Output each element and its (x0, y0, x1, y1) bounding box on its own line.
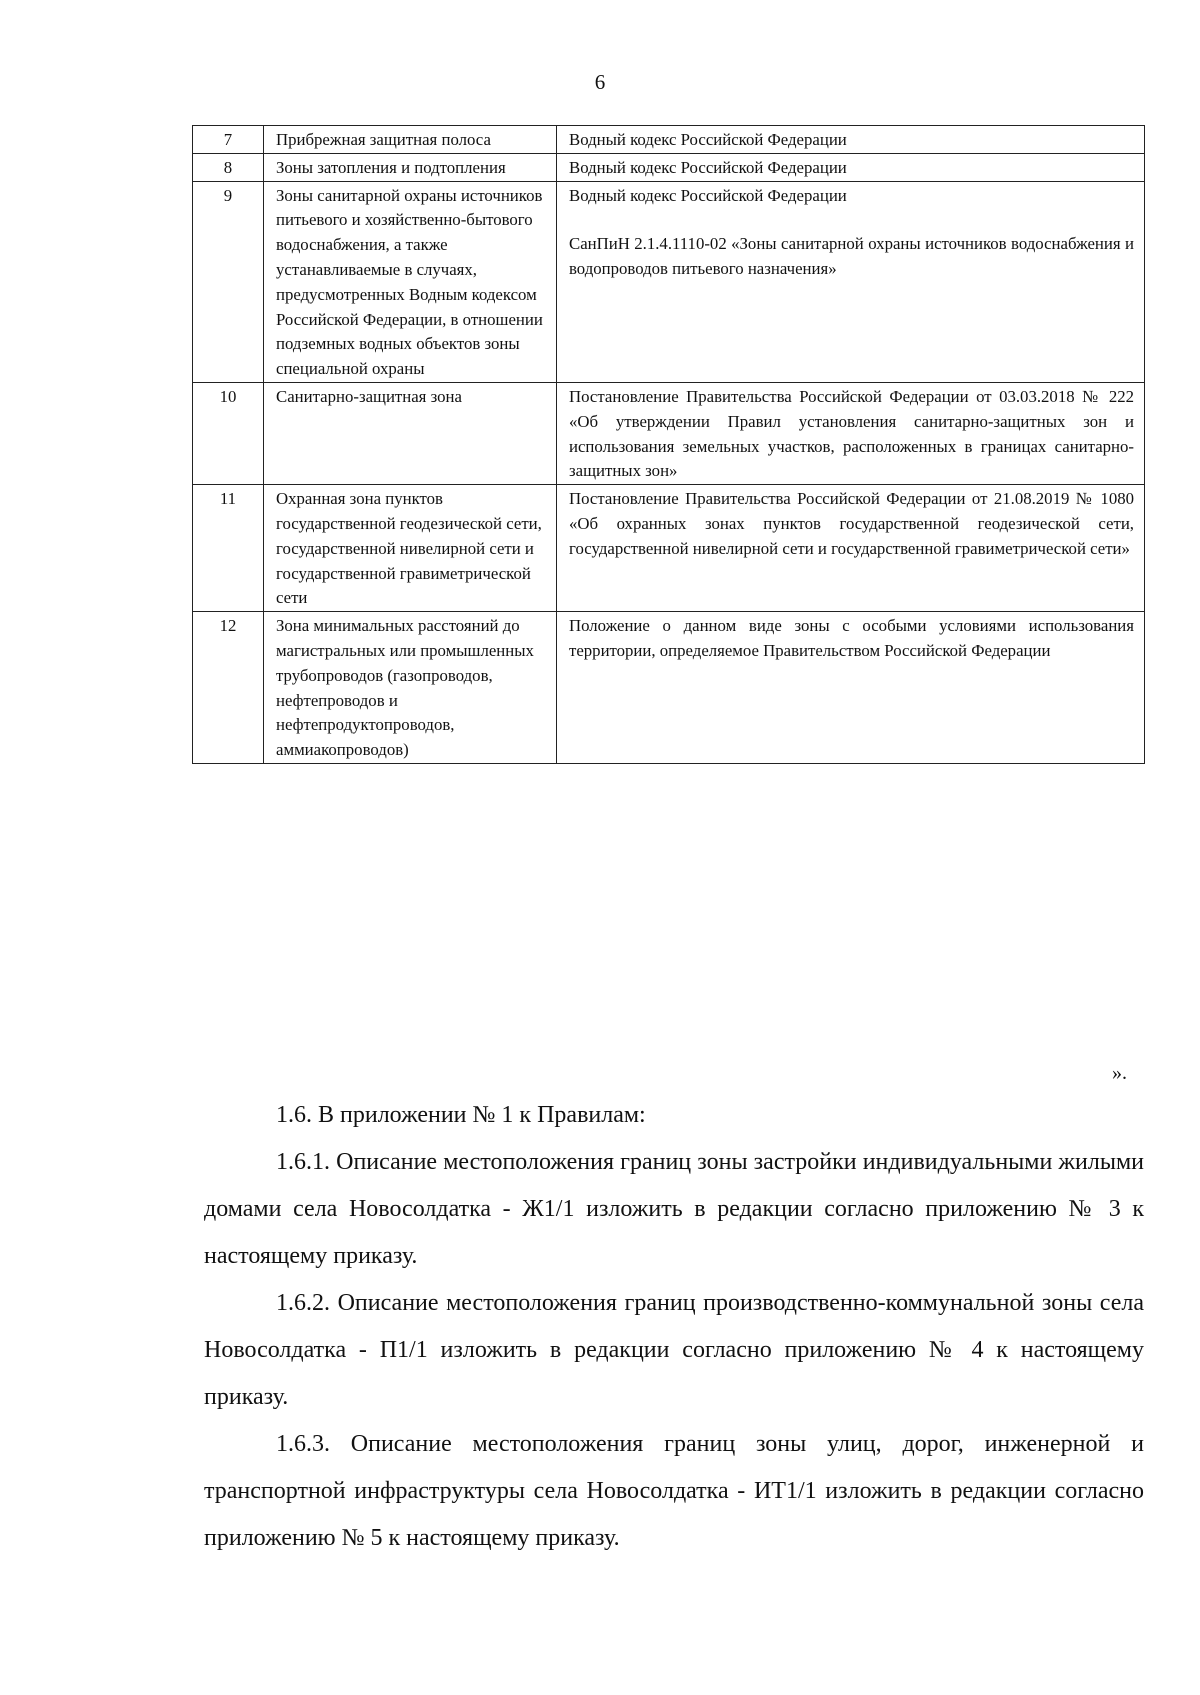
legal-basis (557, 153, 1145, 181)
row-number: 7 (193, 126, 264, 154)
row-number: 10 (193, 382, 264, 484)
table-row (193, 153, 1145, 181)
paragraph: 1.6.3. Описание местоположения границ зоны улиц, дорог, инженерной и транспортной инфраструктуры села Новосолдатка - ИТ1/1 изложить в редакции согласно приложению № 5 к настоящему приказу. (204, 1431, 1144, 1551)
paragraph: 1.6.1. Описание местоположения границ зоны застройки индивидуальными жилыми домами села Новосолдатка - Ж1/1 изложить в редакции согласно приложению № 3 к настоящему приказу. (204, 1149, 1144, 1269)
zone-name: Санитарно-защитная зона (264, 382, 557, 484)
zone-name: Зоны затопления и подтопления (264, 153, 557, 181)
legal-basis-text: Положение о данном виде зоны с особыми условиями использования территории, определяемое Правительством Российской Федерации (569, 616, 1134, 660)
legal-basis-text: Водный кодекс Российской Федерации (569, 185, 847, 205)
legal-basis-text: Постановление Правительства Российской Федерации от 21.08.2019 № 1080 «Об охранных зонах пунктов государственной геодезической сети, государственной нивелирной сети и государственной гравиметрической сети» (569, 489, 1134, 558)
table-row (193, 382, 1145, 484)
table-row (193, 612, 1145, 764)
zone-name: Охранная зона пунктов государственной геодезической сети, государственной нивелирной сети и государственной гравиметрической сети (264, 485, 557, 612)
zones-table (192, 125, 1145, 764)
legal-basis (557, 126, 1145, 154)
closing-quote: ». (1112, 1062, 1127, 1084)
zone-name: Прибрежная защитная полоса (264, 126, 557, 154)
zone-name: Зона минимальных расстояний до магистральных или промышленных трубопроводов (газопроводов, нефтепроводов и нефтепродуктопроводов, аммиакопроводов) (264, 612, 557, 764)
legal-basis (557, 612, 1145, 764)
legal-basis-text: СанПиН 2.1.4.1110-02 «Зоны санитарной охраны источников водоснабжения и водопроводов питьевого назначения» (569, 234, 1134, 279)
legal-basis-text: Постановление Правительства Российской Федерации от 03.03.2018 № 222 «Об утверждении Правил установления санитарно-защитных зон и использования земельных участков, расположенных в границах санитарно-защитных зон» (569, 386, 1134, 481)
legal-basis-text: Водный кодекс Российской Федерации (569, 157, 847, 177)
legal-basis (557, 485, 1145, 612)
table-row (193, 181, 1145, 382)
table-row (193, 485, 1145, 612)
zone-name: Зоны санитарной охраны источников питьевого и хозяйственно-бытового водоснабжения, а также устанавливаемые в случаях, предусмотренных Водным кодексом Российской Федерации, в отношении подземных водных объектов зоны специальной охраны (264, 181, 557, 382)
paragraph: 1.6. В приложении № 1 к Правилам: (276, 1102, 646, 1128)
row-number: 9 (193, 181, 264, 382)
table-row (193, 126, 1145, 154)
paragraph: 1.6.2. Описание местоположения границ производственно-коммунальной зоны села Новосолдатка - П1/1 изложить в редакции согласно приложению № 4 к настоящему приказу. (204, 1290, 1144, 1410)
row-number: 12 (193, 612, 264, 764)
legal-basis-text: Водный кодекс Российской Федерации (569, 130, 847, 149)
legal-basis (557, 382, 1145, 484)
legal-basis (557, 181, 1145, 382)
body-text (204, 1092, 1144, 1562)
page-number: 6 (594, 70, 606, 94)
row-number: 11 (193, 485, 264, 612)
row-number: 8 (193, 153, 264, 181)
